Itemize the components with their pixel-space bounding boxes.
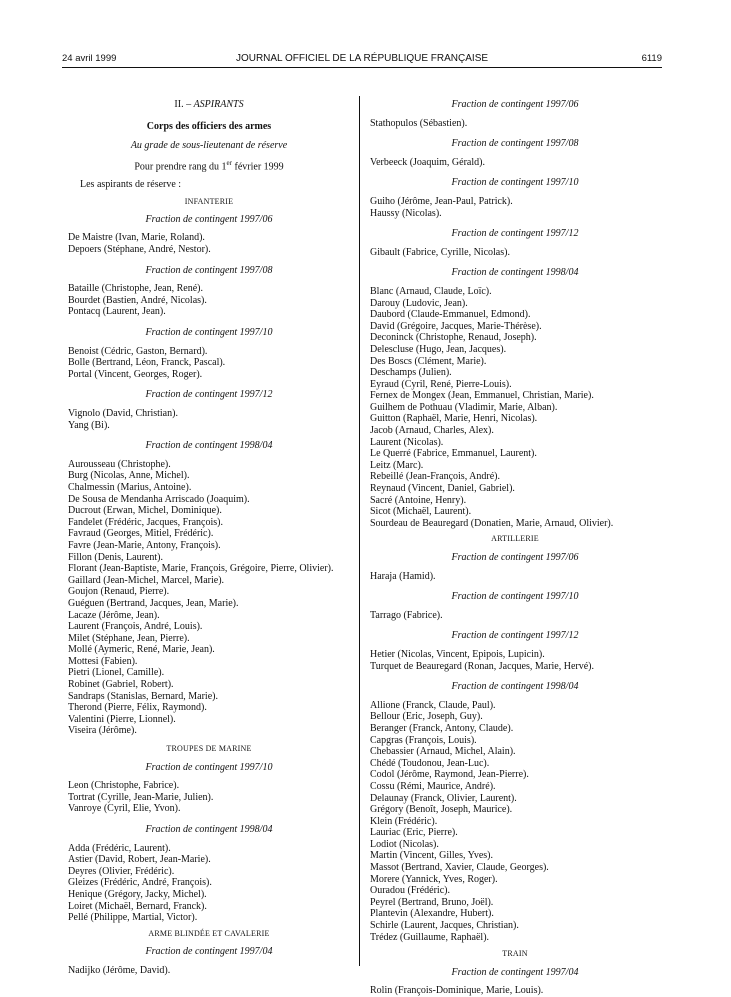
name-entry: Sourdeau de Beauregard (Donatien, Marie, Arnaud, Olivier). — [370, 517, 614, 529]
name-entry: Blanc (Arnaud, Claude, Loïc). — [370, 285, 492, 297]
name-entry: Klein (Frédéric). — [370, 815, 438, 827]
name-entry: Yang (Bi). — [68, 419, 110, 431]
name-entry: Deconinck (Christophe, Renaud, Joseph). — [370, 332, 537, 344]
section-title-abc: ARME BLINDÉE ET CAVALERIE — [148, 928, 270, 938]
name-entry: Henique (Grégory, Jacky, Michel). — [68, 888, 207, 900]
name-entry: Laurent (François, André, Louis). — [68, 621, 203, 633]
name-entry: Plantevin (Alexandre, Hubert). — [370, 908, 494, 920]
name-entry: Vanroye (Cyril, Elie, Yvon). — [68, 803, 181, 815]
section-train — [370, 967, 660, 997]
section-title-train: TRAIN — [502, 949, 528, 959]
grade-line: Au grade de sous-lieutenant de réserve — [130, 140, 288, 152]
name-entry: Verbeeck (Joaquim, Gérald). — [370, 156, 485, 168]
name-entry: Turquet de Beauregard (Ronan, Jacques, Marie, Hervé). — [370, 660, 594, 672]
name-entry: Le Querré (Fabrice, Emmanuel, Laurent). — [370, 448, 537, 460]
name-entry: Eyraud (Cyril, René, Pierre-Louis). — [370, 378, 512, 390]
name-entry: Gleizes (Frédéric, André, François). — [68, 877, 212, 889]
fraction-heading: Fraction de contingent 1997/10 — [451, 177, 579, 189]
name-entry: Favre (Jean-Marie, Antony, François). — [68, 539, 221, 551]
fraction-heading: Fraction de contingent 1997/10 — [145, 327, 273, 339]
name-entry: Leon (Christophe, Fabrice). — [68, 780, 180, 792]
name-entry: Beranger (Franck, Antony, Claude). — [370, 722, 514, 734]
name-entry: Robinet (Gabriel, Robert). — [68, 679, 174, 691]
fraction-heading: Fraction de contingent 1997/06 — [145, 213, 273, 225]
name-entry: Aurousseau (Christophe). — [68, 458, 171, 470]
page-header — [62, 53, 662, 67]
fraction-heading: Fraction de contingent 1998/04 — [145, 440, 273, 452]
name-entry: Tortrat (Cyrille, Jean-Marie, Julien). — [68, 791, 214, 803]
fraction-heading: Fraction de contingent 1997/04 — [451, 966, 579, 978]
name-entry: Milet (Stéphane, Jean, Pierre). — [68, 632, 190, 644]
name-entry: Guéguen (Bertrand, Jacques, Jean, Marie). — [68, 597, 239, 609]
section-marine — [68, 762, 350, 924]
name-entry: Grégory (Benoît, Joseph, Maurice). — [370, 804, 513, 816]
name-entry: David (Grégoire, Jacques, Marie-Thérèse). — [370, 320, 542, 332]
fraction-heading: Fraction de contingent 1997/12 — [451, 228, 579, 240]
fraction-heading: Fraction de contingent 1997/10 — [451, 591, 579, 603]
name-entry: Chédé (Toudonou, Jean-Luc). — [370, 757, 490, 769]
left-column — [68, 99, 350, 977]
name-entry: Pontacq (Laurent, Jean). — [68, 306, 166, 318]
fraction-heading: Fraction de contingent 1997/04 — [145, 946, 273, 958]
name-entry: Darouy (Ludovic, Jean). — [370, 297, 468, 309]
name-entry: Benoist (Cédric, Gaston, Bernard). — [68, 345, 208, 357]
name-entry: Jacob (Arnaud, Charles, Alex). — [370, 425, 494, 437]
name-entry: Bataille (Christophe, Jean, René). — [68, 283, 203, 295]
name-entry: Morere (Yannick, Yves, Roger). — [370, 873, 498, 885]
name-entry: Depoers (Stéphane, André, Nestor). — [68, 244, 211, 256]
name-entry: Laurent (Nicolas). — [370, 436, 444, 448]
name-entry: Nadijko (Jérôme, David). — [68, 964, 171, 976]
name-entry: Adda (Frédéric, Laurent). — [68, 842, 171, 854]
name-entry: Guitton (Raphaël, Marie, Henri, Nicolas). — [370, 413, 538, 425]
name-entry: Lacaze (Jérôme, Jean). — [68, 609, 160, 621]
name-entry: Fandelet (Frédéric, Jacques, François). — [68, 516, 223, 528]
name-entry: Chalmessin (Marius, Antoine). — [68, 481, 192, 493]
name-entry: Mollé (Aymeric, René, Marie, Jean). — [68, 644, 215, 656]
name-entry: Fernex de Mongex (Jean, Emmanuel, Christian, Marie). — [370, 390, 594, 402]
intro-line: Les aspirants de réserve : — [80, 178, 182, 190]
fraction-heading: Fraction de contingent 1997/12 — [145, 389, 273, 401]
header-page-number: 6119 — [641, 53, 662, 64]
name-entry: Chebassier (Arnaud, Michel, Alain). — [370, 746, 516, 758]
name-entry: Favraud (Georges, Mitiel, Frédéric). — [68, 528, 214, 540]
section-infanterie — [68, 214, 350, 737]
fraction-heading: Fraction de contingent 1997/08 — [145, 264, 273, 276]
name-entry: Stathopulos (Sébastien). — [370, 117, 468, 129]
name-entry: Deschamps (Julien). — [370, 367, 452, 379]
name-entry: Deyres (Olivier, Frédéric). — [68, 865, 175, 877]
name-entry: Rolin (François-Dominique, Marie, Louis). — [370, 985, 544, 997]
name-entry: Trédez (Guillaume, Raphaël). — [370, 931, 490, 943]
name-entry: Tarrago (Fabrice). — [370, 609, 443, 621]
section-abc — [68, 946, 350, 976]
name-entry: Sandraps (Stanislas, Bernard, Marie). — [68, 690, 218, 702]
name-entry: Goujon (Renaud, Pierre). — [68, 586, 170, 598]
name-entry: Florant (Jean-Baptiste, Marie, François, Grégoire, Pierre, Olivier). — [68, 563, 334, 575]
name-entry: Guiho (Jérôme, Jean-Paul, Patrick). — [370, 195, 513, 207]
name-entry: Delescluse (Hugo, Jean, Jacques). — [370, 343, 507, 355]
name-entry: Peyrel (Bertrand, Bruno, Joël). — [370, 896, 494, 908]
name-entry: Pietri (Lionel, Camille). — [68, 667, 165, 679]
name-entry: Astier (David, Robert, Jean-Marie). — [68, 854, 211, 866]
name-entry: Bourdet (Bastien, André, Nicolas). — [68, 294, 207, 306]
name-entry: Haraja (Hamid). — [370, 570, 436, 582]
header-date: 24 avril 1999 — [62, 53, 117, 64]
name-entry: Ducrout (Erwan, Michel, Dominique). — [68, 505, 222, 517]
name-entry: De Maistre (Ivan, Marie, Roland). — [68, 232, 205, 244]
name-entry: Valentini (Pierre, Lionnel). — [68, 713, 176, 725]
fraction-heading: Fraction de contingent 1998/04 — [451, 267, 579, 279]
name-entry: Daubord (Claude-Emmanuel, Edmond). — [370, 309, 531, 321]
column-divider — [359, 96, 360, 966]
name-entry: Fillon (Denis, Laurent). — [68, 551, 163, 563]
name-entry: Bellour (Eric, Joseph, Guy). — [370, 711, 483, 723]
name-entry: Leitz (Marc). — [370, 459, 424, 471]
name-entry: Pellé (Philippe, Martial, Victor). — [68, 912, 198, 924]
fraction-heading: Fraction de contingent 1997/06 — [451, 552, 579, 563]
section-title-artillerie: ARTILLERIE — [491, 534, 539, 544]
name-entry: Capgras (François, Louis). — [370, 734, 477, 746]
right-column — [370, 99, 660, 997]
name-entry: Sicot (Michaël, Laurent). — [370, 506, 472, 518]
name-entry: Sacré (Antoine, Henry). — [370, 494, 467, 506]
fraction-heading: Fraction de contingent 1997/12 — [451, 630, 579, 642]
name-entry: Haussy (Nicolas). — [370, 207, 442, 219]
name-entry: Gibault (Fabrice, Cyrille, Nicolas). — [370, 246, 510, 258]
fraction-heading: Fraction de contingent 1997/06 — [451, 99, 579, 110]
name-entry: Mottesi (Fabien). — [68, 655, 138, 667]
name-entry: Allione (Franck, Claude, Paul). — [370, 699, 496, 711]
name-entry: Cossu (Rémi, Maurice, André). — [370, 780, 496, 792]
name-entry: De Sousa de Mendanha Arriscado (Joaquim). — [68, 493, 250, 505]
name-entry: Codol (Jérôme, Raymond, Jean-Pierre). — [370, 769, 529, 781]
rang-line: Pour prendre rang du 1er février 1999 — [134, 158, 284, 173]
fraction-heading: Fraction de contingent 1997/10 — [145, 761, 273, 773]
name-entry: Loiret (Michaël, Bernard, Franck). — [68, 900, 207, 912]
part-title: II. – ASPIRANTS — [174, 99, 244, 110]
name-entry: Bolle (Bertrand, Léon, Franck, Pascal). — [68, 357, 226, 369]
name-entry: Schirle (Laurent, Jacques, Christian). — [370, 920, 519, 932]
name-entry: Des Boscs (Clément, Marie). — [370, 355, 487, 367]
name-entry: Lodiot (Nicolas). — [370, 838, 439, 850]
name-entry: Delaunay (Franck, Olivier, Laurent). — [370, 792, 517, 804]
name-entry: Burg (Nicolas, Anne, Michel). — [68, 470, 190, 482]
name-entry: Reynaud (Vincent, Daniel, Gabriel). — [370, 483, 515, 495]
name-entry: Portal (Vincent, Georges, Roger). — [68, 368, 203, 380]
section-infanterie-continued — [370, 99, 660, 529]
name-entry: Ouradou (Frédéric). — [370, 885, 450, 897]
name-entry: Massot (Bertrand, Xavier, Claude, Georges). — [370, 862, 549, 874]
name-entry: Therond (Pierre, Félix, Raymond). — [68, 702, 207, 714]
section-title-marine: TROUPES DE MARINE — [166, 744, 252, 754]
name-entry: Rebeillé (Jean-François, André). — [370, 471, 500, 483]
name-entry: Vignolo (David, Christian). — [68, 408, 178, 420]
name-entry: Gaillard (Jean-Michel, Marcel, Marie). — [68, 574, 225, 586]
fraction-heading: Fraction de contingent 1998/04 — [145, 824, 273, 836]
name-entry: Lauriac (Eric, Pierre). — [370, 827, 458, 839]
section-artillerie — [370, 552, 660, 943]
corps-title: Corps des officiers des armes — [146, 120, 272, 132]
fraction-heading: Fraction de contingent 1998/04 — [451, 681, 579, 693]
name-entry: Martin (Vincent, Gilles, Yves). — [370, 850, 493, 862]
header-rule — [62, 67, 662, 68]
section-title-infanterie: INFANTERIE — [184, 197, 234, 207]
name-entry: Hetier (Nicolas, Vincent, Epipois, Lupicin). — [370, 648, 545, 660]
name-entry: Guilhem de Pothuau (Vladimir, Marie, Alban). — [370, 401, 558, 413]
fraction-heading: Fraction de contingent 1997/08 — [451, 138, 579, 150]
header-title: JOURNAL OFFICIEL DE LA RÉPUBLIQUE FRANÇAISE — [235, 53, 489, 64]
name-entry: Viseira (Jérôme). — [68, 725, 137, 737]
